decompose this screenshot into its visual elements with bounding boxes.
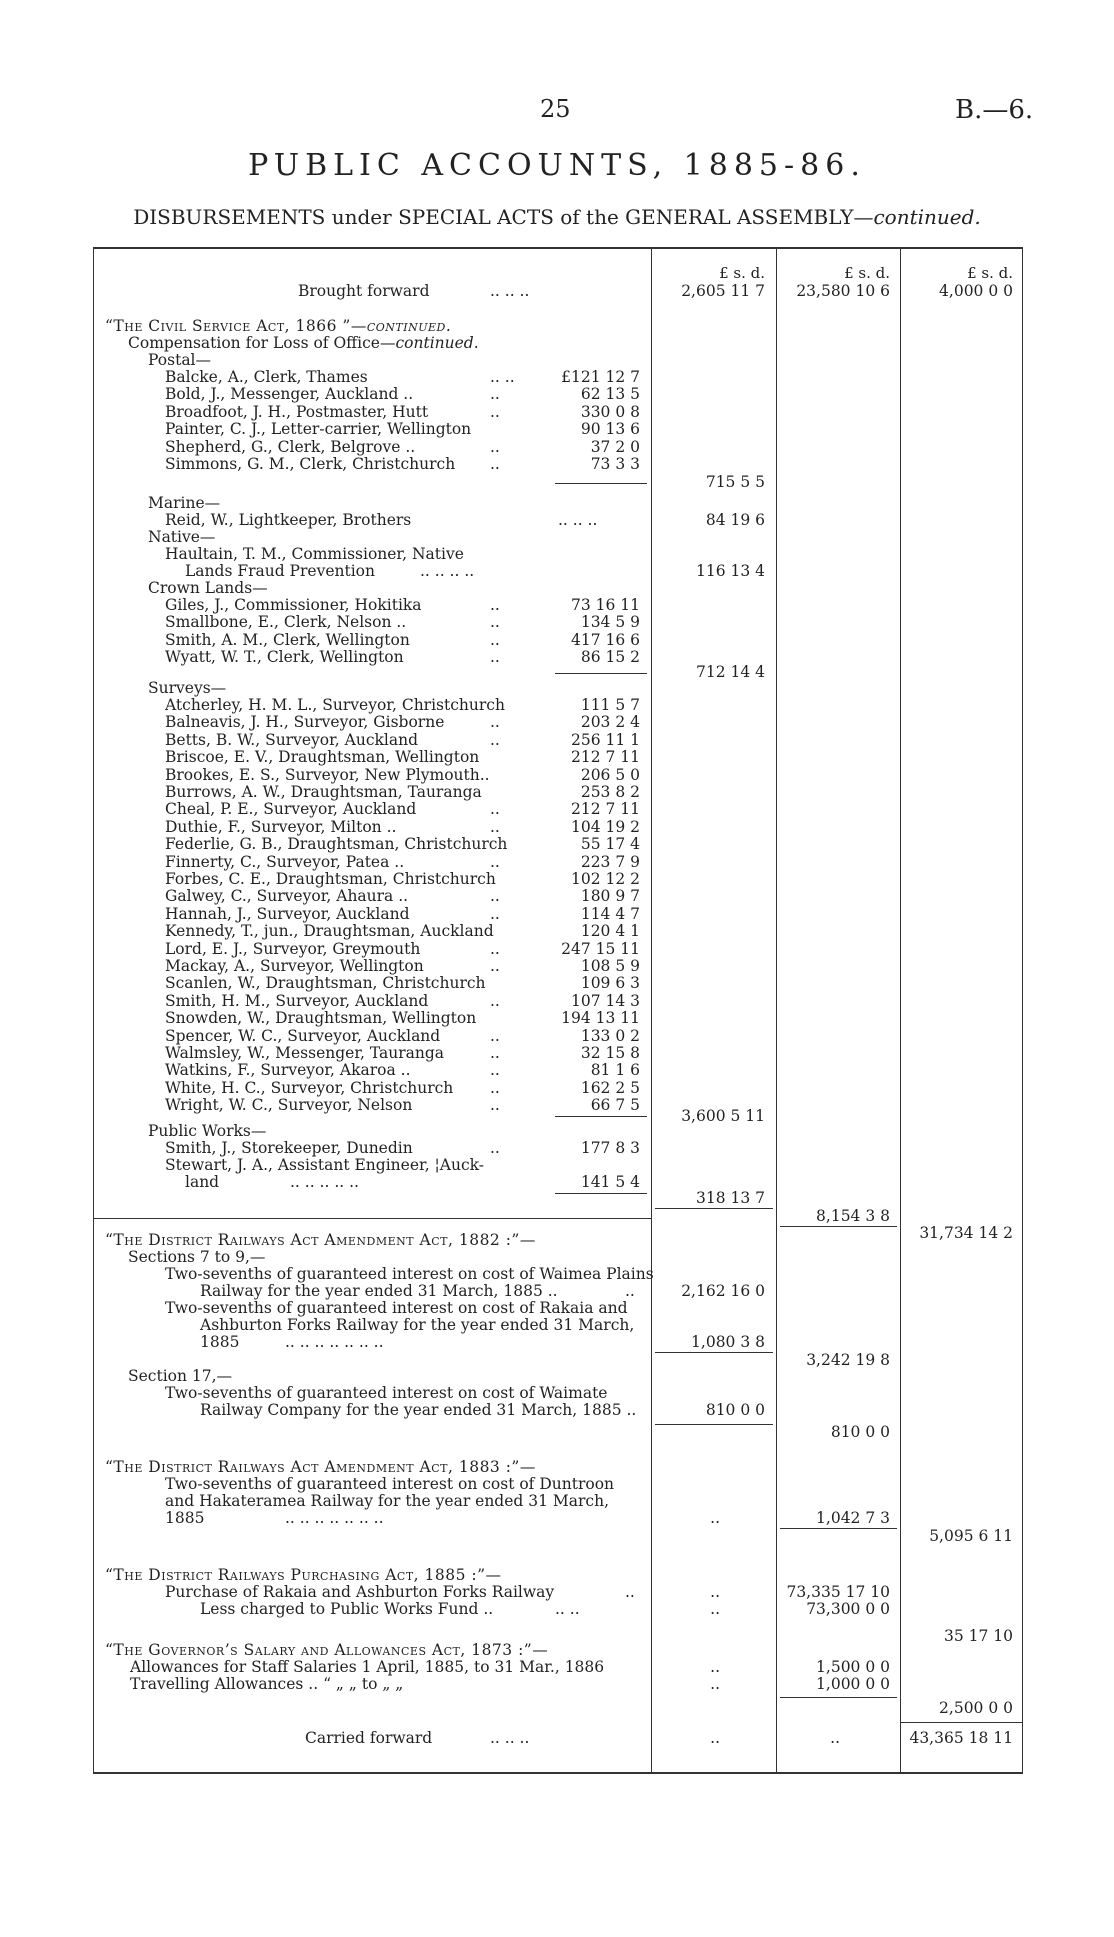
list-item-amount: 134 5 9 <box>580 613 640 632</box>
list-item-name: Forbes, C. E., Draughtsman, Christchurch <box>165 870 496 888</box>
compensation-heading-text: Compensation for Loss of Office— <box>128 334 396 352</box>
list-item-dots: .. <box>490 1044 500 1062</box>
list-item-amount: 120 4 1 <box>580 922 640 941</box>
list-item-name: Watkins, F., Surveyor, Akaroa .. <box>165 1061 411 1080</box>
travelling-col3: 1,000 0 0 <box>816 1675 890 1693</box>
civil-grand-total: 31,734 14 2 <box>919 1224 1013 1242</box>
rakaia-line1: Two-sevenths of guaranteed interest on cost of Rakaia and <box>165 1299 628 1317</box>
waimea-line2: Railway for the year ended 31 March, 1885 .. <box>200 1282 558 1300</box>
document-code: B.—6. <box>955 95 1034 125</box>
carried-forward-col2: .. <box>710 1729 720 1747</box>
list-item-dots: .. <box>490 957 500 975</box>
list-item-name: Mackay, A., Surveyor, Wellington <box>165 957 424 975</box>
col2-left-border <box>651 247 652 1774</box>
list-item-amount: 108 5 9 <box>580 957 640 975</box>
purchase-col2: .. <box>710 1583 720 1601</box>
list-item-amount: £121 12 7 <box>561 368 640 386</box>
col3-left-border <box>776 247 777 1774</box>
purchasing-heading: “The District Railways Purchasing Act, 1885 :”— <box>105 1566 502 1584</box>
list-item-dots: .. <box>490 648 500 667</box>
page-subtitle <box>0 205 1114 229</box>
carried-forward-label: Carried forward <box>305 1729 433 1747</box>
less-charged-line: Less charged to Public Works Fund .. <box>200 1600 494 1618</box>
table-left-border <box>93 247 94 1774</box>
district-1883-heading: “The District Railways Act Amendment Act, 1883 :”— <box>105 1458 536 1476</box>
list-item-name: Hannah, J., Surveyor, Auckland <box>165 904 410 923</box>
list-item-name: White, H. C., Surveyor, Christchurch <box>165 1078 454 1097</box>
list-item-dots: .. <box>490 939 500 958</box>
rakaia-dots: .. .. .. .. .. .. .. <box>285 1333 384 1351</box>
list-item-dots: .. <box>490 817 500 836</box>
list-item-dots: .. <box>490 904 500 923</box>
list-item-amount: 107 14 3 <box>570 991 640 1010</box>
sections-7-9-heading: Sections 7 to 9,— <box>128 1248 266 1266</box>
purchase-col3: 73,335 17 10 <box>786 1583 890 1601</box>
surveys-heading: Surveys— <box>148 679 227 697</box>
table-bottom-rule <box>93 1772 1023 1774</box>
duntroon-col3: 1,042 7 3 <box>816 1509 890 1527</box>
list-item-amount: 212 7 11 <box>570 800 640 819</box>
list-item-name: Wright, W. C., Surveyor, Nelson <box>165 1096 413 1115</box>
list-item-dots: .. <box>490 1078 500 1097</box>
list-item-name: Duthie, F., Surveyor, Milton .. <box>165 817 397 836</box>
waimea-line1: Two-sevenths of guaranteed interest on cost of Waimea Plains <box>165 1265 654 1283</box>
list-item-name: Scanlen, W., Draughtsman, Christchurch <box>165 974 486 993</box>
brought-forward-dots: .. .. .. <box>490 282 530 300</box>
list-item-name: Snowden, W., Draughtsman, Wellington <box>165 1009 477 1028</box>
list-item-dots: .. <box>490 455 500 473</box>
col2-header: £ s. d. <box>719 264 765 282</box>
list-item-amount: 102 12 2 <box>570 870 640 888</box>
list-item-name: Atcherley, H. M. L., Surveyor, Christchurch <box>165 696 505 714</box>
list-item-amount: 62 13 5 <box>580 385 640 404</box>
list-item-name: Smallbone, E., Clerk, Nelson .. <box>165 613 407 632</box>
list-item-dots: .. <box>490 385 500 404</box>
waimate-line1: Two-sevenths of guaranteed interest on cost of Waimate <box>165 1384 608 1402</box>
rakaia-amount: 1,080 3 8 <box>691 1333 765 1351</box>
native-item-line1: Haultain, T. M., Commissioner, Native <box>165 545 464 563</box>
brought-forward-col2: 2,605 11 7 <box>681 282 765 300</box>
list-item-amount: 90 13 6 <box>580 420 640 439</box>
crown-total: 712 14 4 <box>695 663 765 681</box>
list-item-name: Smith, A. M., Clerk, Wellington <box>165 630 410 649</box>
marine-dots: .. .. .. <box>558 511 598 529</box>
list-item-name: Kennedy, T., jun., Draughtsman, Auckland <box>165 922 494 941</box>
district-1882-heading: “The District Railways Act Amendment Act, 1882 :”— <box>105 1231 536 1249</box>
duntroon-col2: .. <box>710 1509 720 1527</box>
postal-heading: Postal— <box>148 351 212 369</box>
compensation-heading <box>128 335 479 352</box>
list-item-amount: 73 16 11 <box>570 596 640 614</box>
governor-heading: “The Governor’s Salary and Allowances Act, 1873 :”— <box>105 1641 549 1659</box>
list-item-amount: 111 5 7 <box>580 696 640 714</box>
works-item-2-amount: 141 5 4 <box>580 1173 640 1191</box>
postal-subtotal-rule <box>555 483 647 484</box>
section-17-total: 810 0 0 <box>830 1423 890 1441</box>
section-divider-1 <box>93 1218 651 1219</box>
combined-total-rule <box>780 1528 897 1529</box>
list-item-amount: 212 7 11 <box>570 748 640 767</box>
works-total: 318 13 7 <box>695 1189 765 1207</box>
native-heading: Native— <box>148 528 216 546</box>
purchase-line: Purchase of Rakaia and Ashburton Forks Railway <box>165 1583 555 1601</box>
col4-left-border <box>900 247 901 1774</box>
civil-section-total: 8,154 3 8 <box>816 1207 890 1225</box>
travelling-line: Travelling Allowances .. “ „ „ to „ „ <box>130 1675 404 1693</box>
staff-salaries-col2: .. <box>710 1658 720 1676</box>
native-item-line2: Lands Fraud Prevention <box>185 562 375 580</box>
list-item-dots: .. <box>490 630 500 649</box>
carried-forward-col4: 43,365 18 11 <box>909 1729 1013 1747</box>
list-item-amount: 32 15 8 <box>580 1044 640 1062</box>
list-item-dots: .. <box>490 730 500 749</box>
carried-forward-dots: .. .. .. <box>490 1729 530 1747</box>
duntroon-dots: .. .. .. .. .. .. .. <box>285 1509 384 1527</box>
list-item-dots: .. <box>490 437 500 456</box>
list-item-amount: 73 3 3 <box>590 455 640 473</box>
brought-forward-col4: 4,000 0 0 <box>939 282 1013 300</box>
compensation-heading-continued: continued. <box>395 334 479 352</box>
brought-forward-col3: 23,580 10 6 <box>796 282 890 300</box>
page-title: PUBLIC ACCOUNTS, 1885-86. <box>248 148 866 183</box>
list-item-amount: 133 0 2 <box>580 1026 640 1045</box>
list-item-dots: .. <box>490 613 500 632</box>
list-item-amount: 203 2 4 <box>580 713 640 732</box>
works-item-2-line2: land <box>185 1173 220 1191</box>
list-item-dots: .. <box>490 1061 500 1080</box>
list-item-amount: 162 2 5 <box>580 1078 640 1097</box>
marine-heading: Marine— <box>148 494 221 512</box>
list-item-name: Brookes, E. S., Surveyor, New Plymouth.. <box>165 765 490 784</box>
list-item-name: Bold, J., Messenger, Auckland .. <box>165 385 414 404</box>
list-item-dots: .. <box>490 402 500 421</box>
list-item-name: Painter, C. J., Letter-carrier, Wellington <box>165 420 472 439</box>
list-item-amount: 194 13 11 <box>561 1009 640 1028</box>
list-item-dots: .. <box>490 713 500 732</box>
governor-total: 2,500 0 0 <box>939 1699 1013 1717</box>
list-item-amount: 55 17 4 <box>580 835 640 854</box>
duntroon-line2: and Hakateramea Railway for the year ended 31 March, <box>165 1492 610 1510</box>
list-item-name: Galwey, C., Surveyor, Ahaura .. <box>165 887 409 906</box>
list-item-name: Briscoe, E. V., Draughtsman, Wellington <box>165 748 480 767</box>
list-item-name: Federlie, G. B., Draughtsman, Christchurch <box>165 835 508 854</box>
waimate-line2: Railway Company for the year ended 31 March, 1885 .. <box>200 1401 637 1419</box>
table-right-border <box>1022 247 1023 1774</box>
list-item-amount: 81 1 6 <box>590 1061 640 1080</box>
crown-lands-heading: Crown Lands— <box>148 579 268 597</box>
section-17-heading: Section 17,— <box>128 1367 233 1385</box>
staff-salaries-col3: 1,500 0 0 <box>816 1658 890 1676</box>
public-works-heading: Public Works— <box>148 1122 267 1140</box>
rakaia-line3: 1885 <box>200 1333 240 1351</box>
district-combined-total: 5,095 6 11 <box>929 1527 1013 1545</box>
works-item-1-dots: .. <box>490 1139 500 1157</box>
list-item-name: Smith, H. M., Surveyor, Auckland <box>165 991 429 1010</box>
list-item-amount: 114 4 7 <box>580 904 640 923</box>
civil-service-heading-text: “The Civil Service Act, 1866 ”— <box>105 317 367 335</box>
list-item-dots: .. <box>490 596 500 614</box>
works-item-2-line1: Stewart, J. A., Assistant Engineer, ¦Auck- <box>165 1156 484 1174</box>
list-item-name: Walmsley, W., Messenger, Tauranga <box>165 1044 445 1062</box>
list-item-name: Giles, J., Commissioner, Hokitika <box>165 596 422 614</box>
list-item-amount: 86 15 2 <box>580 648 640 667</box>
list-item-name: Lord, E. J., Surveyor, Greymouth <box>165 939 421 958</box>
list-item-amount: 37 2 0 <box>590 437 640 456</box>
list-item-amount: 104 19 2 <box>570 817 640 836</box>
list-item-amount: 66 7 5 <box>590 1096 640 1115</box>
works-item-1: Smith, J., Storekeeper, Dunedin <box>165 1139 413 1157</box>
duntroon-line3: 1885 <box>165 1509 205 1527</box>
col3-header: £ s. d. <box>844 264 890 282</box>
list-item-name: Shepherd, G., Clerk, Belgrove .. <box>165 437 416 456</box>
waimea-amount: 2,162 16 0 <box>681 1282 765 1300</box>
list-item-dots: .. <box>490 1096 500 1115</box>
purchasing-net: 35 17 10 <box>943 1627 1013 1645</box>
list-item-name: Balneavis, J. H., Surveyor, Gisborne <box>165 713 445 732</box>
list-item-amount: 256 11 1 <box>570 730 640 749</box>
list-item-name: Spencer, W. C., Surveyor, Auckland <box>165 1026 441 1045</box>
duntroon-line1: Two-sevenths of guaranteed interest on cost of Duntroon <box>165 1475 615 1493</box>
list-item-dots: .. <box>490 800 500 819</box>
list-item-name: Broadfoot, J. H., Postmaster, Hutt <box>165 402 429 421</box>
list-item-name: Wyatt, W. T., Clerk, Wellington <box>165 648 404 667</box>
survey-subtotal-rule <box>555 1116 647 1117</box>
page-number: 25 <box>540 95 571 123</box>
staff-salaries-line: Allowances for Staff Salaries 1 April, 1885, to 31 Mar., 1886 <box>130 1658 605 1676</box>
list-item-amount: 330 0 8 <box>580 402 640 421</box>
list-item-name: Balcke, A., Clerk, Thames <box>165 368 368 386</box>
list-item-name: Burrows, A. W., Draughtsman, Tauranga <box>165 783 482 801</box>
governor-rule <box>780 1697 897 1698</box>
table-top-rule <box>93 247 1023 249</box>
list-item-name: Betts, B. W., Surveyor, Auckland <box>165 730 419 749</box>
col3-total-rule <box>780 1226 897 1227</box>
carried-forward-top-rule <box>900 1722 1022 1723</box>
native-col2: 116 13 4 <box>695 562 765 580</box>
works-subtotal-rule <box>555 1193 647 1194</box>
works-item-2-dots: .. .. .. .. .. <box>290 1173 359 1191</box>
crown-subtotal-rule <box>555 673 647 674</box>
purchase-dots: .. <box>625 1583 635 1601</box>
list-item-amount: 223 7 9 <box>580 852 640 871</box>
list-item-dots: .. .. <box>490 368 515 386</box>
less-charged-col2: .. <box>710 1600 720 1618</box>
survey-total: 3,600 5 11 <box>681 1107 765 1125</box>
less-charged-dots: .. .. <box>555 1600 580 1618</box>
works-item-1-amount: 177 8 3 <box>580 1139 640 1157</box>
subtitle-italic: continued. <box>873 205 981 229</box>
subtitle-main: DISBURSEMENTS under SPECIAL ACTS of the GENERAL ASSEMBLY— <box>133 205 874 229</box>
list-item-amount: 180 9 7 <box>580 887 640 906</box>
marine-item: Reid, W., Lightkeeper, Brothers <box>165 511 412 529</box>
list-item-amount: 417 16 6 <box>570 630 640 649</box>
native-dots: .. .. .. .. <box>420 562 475 580</box>
col2-total-rule <box>655 1208 773 1209</box>
list-item-amount: 109 6 3 <box>580 974 640 993</box>
brought-forward-label: Brought forward <box>298 282 430 300</box>
sections-7-9-total: 3,242 19 8 <box>806 1351 890 1369</box>
travelling-col2: .. <box>710 1675 720 1693</box>
rakaia-line2: Ashburton Forks Railway for the year ended 31 March, <box>200 1316 635 1334</box>
carried-forward-col3: .. <box>830 1729 840 1747</box>
list-item-dots: .. <box>490 1026 500 1045</box>
postal-total: 715 5 5 <box>705 473 765 491</box>
list-item-amount: 247 15 11 <box>561 939 640 958</box>
civil-service-heading <box>105 318 451 335</box>
list-item-amount: 253 8 2 <box>580 783 640 801</box>
list-item-dots: .. <box>490 852 500 871</box>
less-charged-col3: 73,300 0 0 <box>806 1600 890 1618</box>
marine-col2: 84 19 6 <box>705 511 765 529</box>
waimea-dots: .. <box>625 1282 635 1300</box>
list-item-dots: .. <box>490 991 500 1010</box>
section-17-rule <box>655 1424 773 1425</box>
list-item-name: Cheal, P. E., Surveyor, Auckland <box>165 800 417 819</box>
waimate-amount: 810 0 0 <box>705 1401 765 1419</box>
col4-header: £ s. d. <box>967 264 1013 282</box>
list-item-name: Simmons, G. M., Clerk, Christchurch <box>165 455 456 473</box>
list-item-amount: 206 5 0 <box>580 765 640 784</box>
sections-subtotal-rule <box>655 1352 773 1353</box>
list-item-name: Finnerty, C., Surveyor, Patea .. <box>165 852 405 871</box>
list-item-dots: .. <box>490 887 500 906</box>
civil-service-heading-continued: continued. <box>366 317 452 335</box>
